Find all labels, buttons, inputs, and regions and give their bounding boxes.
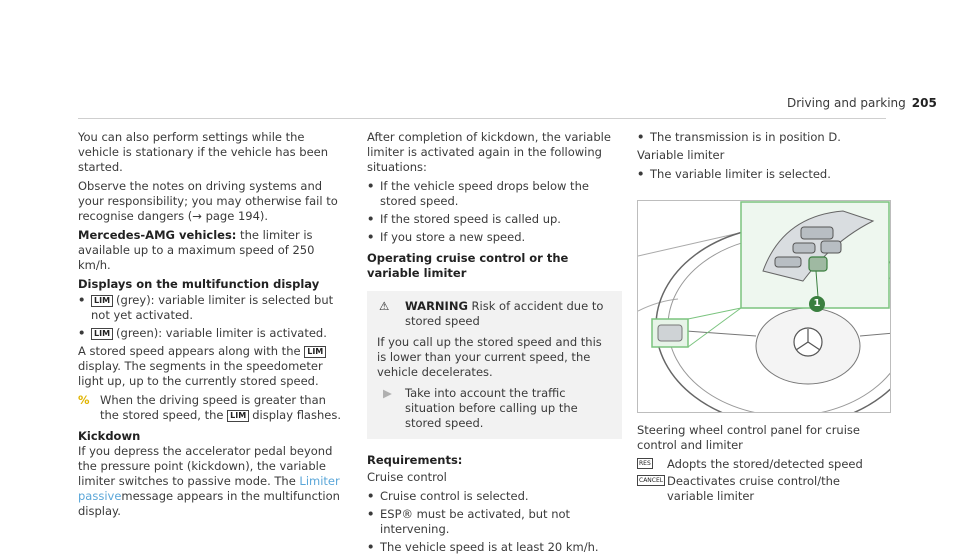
bullet-icon: • (367, 179, 375, 193)
bullet-icon: • (637, 130, 645, 144)
tip-icon: % (78, 393, 90, 407)
list-item (367, 179, 622, 209)
steering-wheel-figure (637, 200, 891, 413)
bullet-text: If the vehicle speed drops below the stored speed. (380, 179, 589, 208)
steering-wheel-illustration (638, 201, 890, 412)
list-item (367, 230, 622, 245)
bullet-text: Cruise control is selected. (380, 489, 529, 503)
kickdown-heading: Kickdown (78, 429, 141, 443)
column-right (637, 130, 889, 506)
legend-row-res (637, 457, 889, 472)
bullet-icon: • (637, 167, 645, 181)
list-item (78, 326, 343, 341)
bullet-text: (green): variable limiter is activated. (116, 326, 327, 340)
bullet-icon: • (367, 212, 375, 226)
kickdown-text-b: message appears in the multifunction display. (78, 489, 340, 518)
header-rule (78, 118, 886, 119)
cancel-description: Deactivates cruise control/the variable limiter (667, 474, 840, 503)
lim-icon: LIM (91, 295, 113, 307)
requirements-heading: Requirements: (367, 453, 463, 467)
list-item (637, 167, 889, 182)
amg-text: the limiter is available up to a maximum speed of 250 km/h. (78, 228, 315, 272)
res-description: Adopts the stored/detected speed (667, 457, 863, 471)
page-number: 205 (911, 96, 937, 110)
kickdown-paragraph (78, 444, 343, 519)
warning-box (367, 291, 622, 439)
intro-paragraph: You can also perform settings while the vehicle is stationary if the vehicle has been started. (78, 130, 329, 174)
tip-text-a: When the driving speed is greater than the stored speed, the (100, 393, 326, 422)
list-item (78, 293, 343, 323)
warning-body: If you call up the stored speed and this is lower than your current speed, the vehicle decelerates. (377, 335, 602, 379)
warning-triangle-icon: ⚠ (379, 299, 390, 313)
res-button-icon: RES (639, 460, 651, 467)
amg-paragraph (78, 228, 343, 273)
lim-icon: LIM (91, 328, 113, 340)
warning-action-text: Take into account the traffic situation before calling up the stored speed. (405, 386, 578, 430)
bullet-text: If you store a new speed. (380, 230, 526, 244)
amg-label: Mercedes-AMG vehicles: (78, 228, 237, 242)
lim-icon: LIM (227, 410, 249, 422)
stored-speed-paragraph (78, 344, 343, 389)
stored-speed-text-b: display. The segments in the speedometer light up, up to the currently stored speed. (78, 359, 323, 388)
column-middle (367, 130, 622, 558)
legend-row-cancel (637, 474, 889, 504)
stored-speed-text-a: A stored speed appears along with the (78, 344, 301, 358)
bullet-icon: • (78, 293, 86, 307)
callout-marker: 1 (809, 296, 825, 312)
bullet-text: The variable limiter is selected. (650, 167, 831, 181)
tip-text-b: display flashes. (252, 408, 341, 422)
bullet-icon: • (367, 230, 375, 244)
cancel-button-icon: CANCEL (639, 477, 664, 484)
bullet-icon: • (367, 507, 375, 521)
bullet-text: (grey): variable limiter is selected but not yet activated. (91, 293, 334, 322)
bullet-icon: • (367, 489, 375, 503)
warning-label: WARNING (405, 299, 468, 313)
column-left (78, 130, 343, 523)
operating-heading: Operating cruise control or the variable limiter (367, 251, 569, 280)
display-heading: Displays on the multifunction display (78, 277, 320, 291)
list-item (637, 130, 889, 145)
section-title: Driving and parking (787, 96, 906, 110)
observe-paragraph: Observe the notes on driving systems and your responsibility; you may otherwise fail to recognise dangers (→ page 194). (78, 179, 338, 223)
tip-note (78, 393, 343, 423)
warning-action (377, 386, 612, 431)
bullet-text: ESP® must be activated, but not intervening. (380, 507, 571, 536)
list-item (367, 489, 622, 504)
figure-caption: Steering wheel control panel for cruise control and limiter (637, 423, 860, 452)
list-item (367, 540, 622, 555)
kickdown-text-a: If you depress the accelerator pedal beyond the pressure point (kickdown), the variable limiter switches to passive mode. The (78, 444, 333, 488)
cruise-control-label: Cruise control (367, 470, 447, 484)
bullet-icon: • (78, 326, 86, 340)
lim-icon: LIM (304, 346, 326, 358)
action-arrow-icon: ▶ (383, 386, 392, 400)
limiter-passive-link[interactable]: Limiter passive (78, 474, 340, 503)
bullet-icon: • (367, 540, 375, 554)
page-header (787, 96, 937, 111)
warning-title: Risk of accident due to stored speed (405, 299, 604, 328)
bullet-text: If the stored speed is called up. (380, 212, 561, 226)
list-item (367, 212, 622, 227)
after-kickdown-paragraph: After completion of kickdown, the variable limiter is activated again in the following situations: (367, 130, 611, 174)
variable-limiter-label: Variable limiter (637, 148, 725, 162)
warning-header (377, 299, 612, 329)
bullet-text: The vehicle speed is at least 20 km/h. (380, 540, 599, 554)
bullet-text: The transmission is in position D. (650, 130, 841, 144)
